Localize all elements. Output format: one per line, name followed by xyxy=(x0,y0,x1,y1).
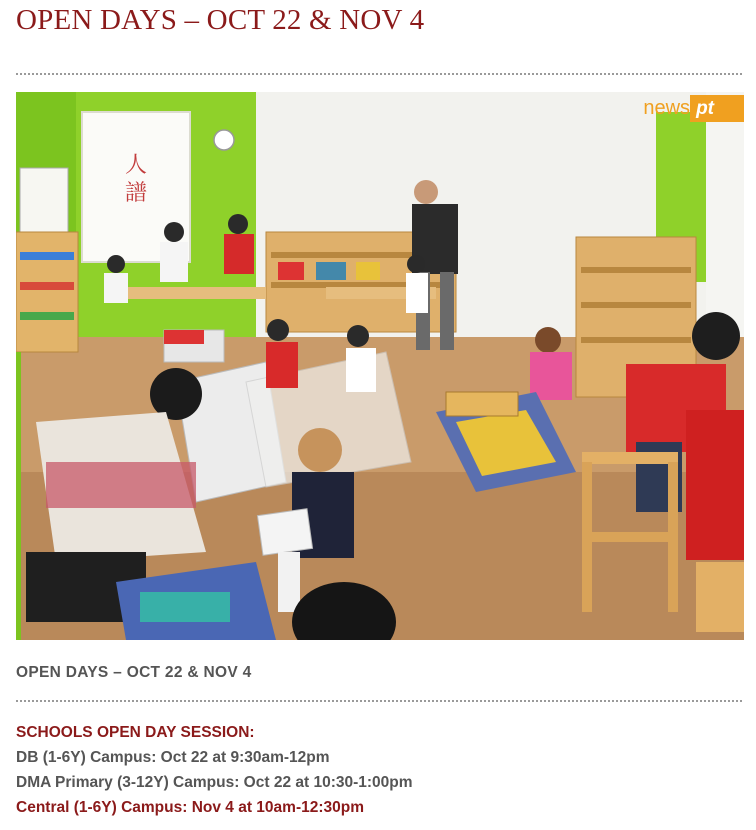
svg-text:譜: 譜 xyxy=(124,181,148,206)
badge-mark: pt xyxy=(690,95,744,122)
open-day-sessions xyxy=(16,720,413,820)
classroom-illustration xyxy=(16,92,744,640)
news-badge xyxy=(643,95,744,122)
badge-word: news xyxy=(643,97,691,119)
top-divider xyxy=(16,73,742,75)
session-line-dma: DMA Primary (3-12Y) Campus: Oct 22 at 10:30-1:00pm xyxy=(16,774,413,791)
classroom-photo xyxy=(16,92,744,640)
photo-caption: OPEN DAYS – OCT 22 & NOV 4 xyxy=(16,664,252,681)
svg-text:人: 人 xyxy=(124,153,148,178)
bottom-divider xyxy=(16,700,742,702)
session-line-central: Central (1-6Y) Campus: Nov 4 at 10am-12:30pm xyxy=(16,799,365,816)
page-title: OPEN DAYS – OCT 22 & NOV 4 xyxy=(16,4,425,36)
session-line-db: DB (1-6Y) Campus: Oct 22 at 9:30am-12pm xyxy=(16,749,330,766)
session-heading: SCHOOLS OPEN DAY SESSION: xyxy=(16,724,255,741)
